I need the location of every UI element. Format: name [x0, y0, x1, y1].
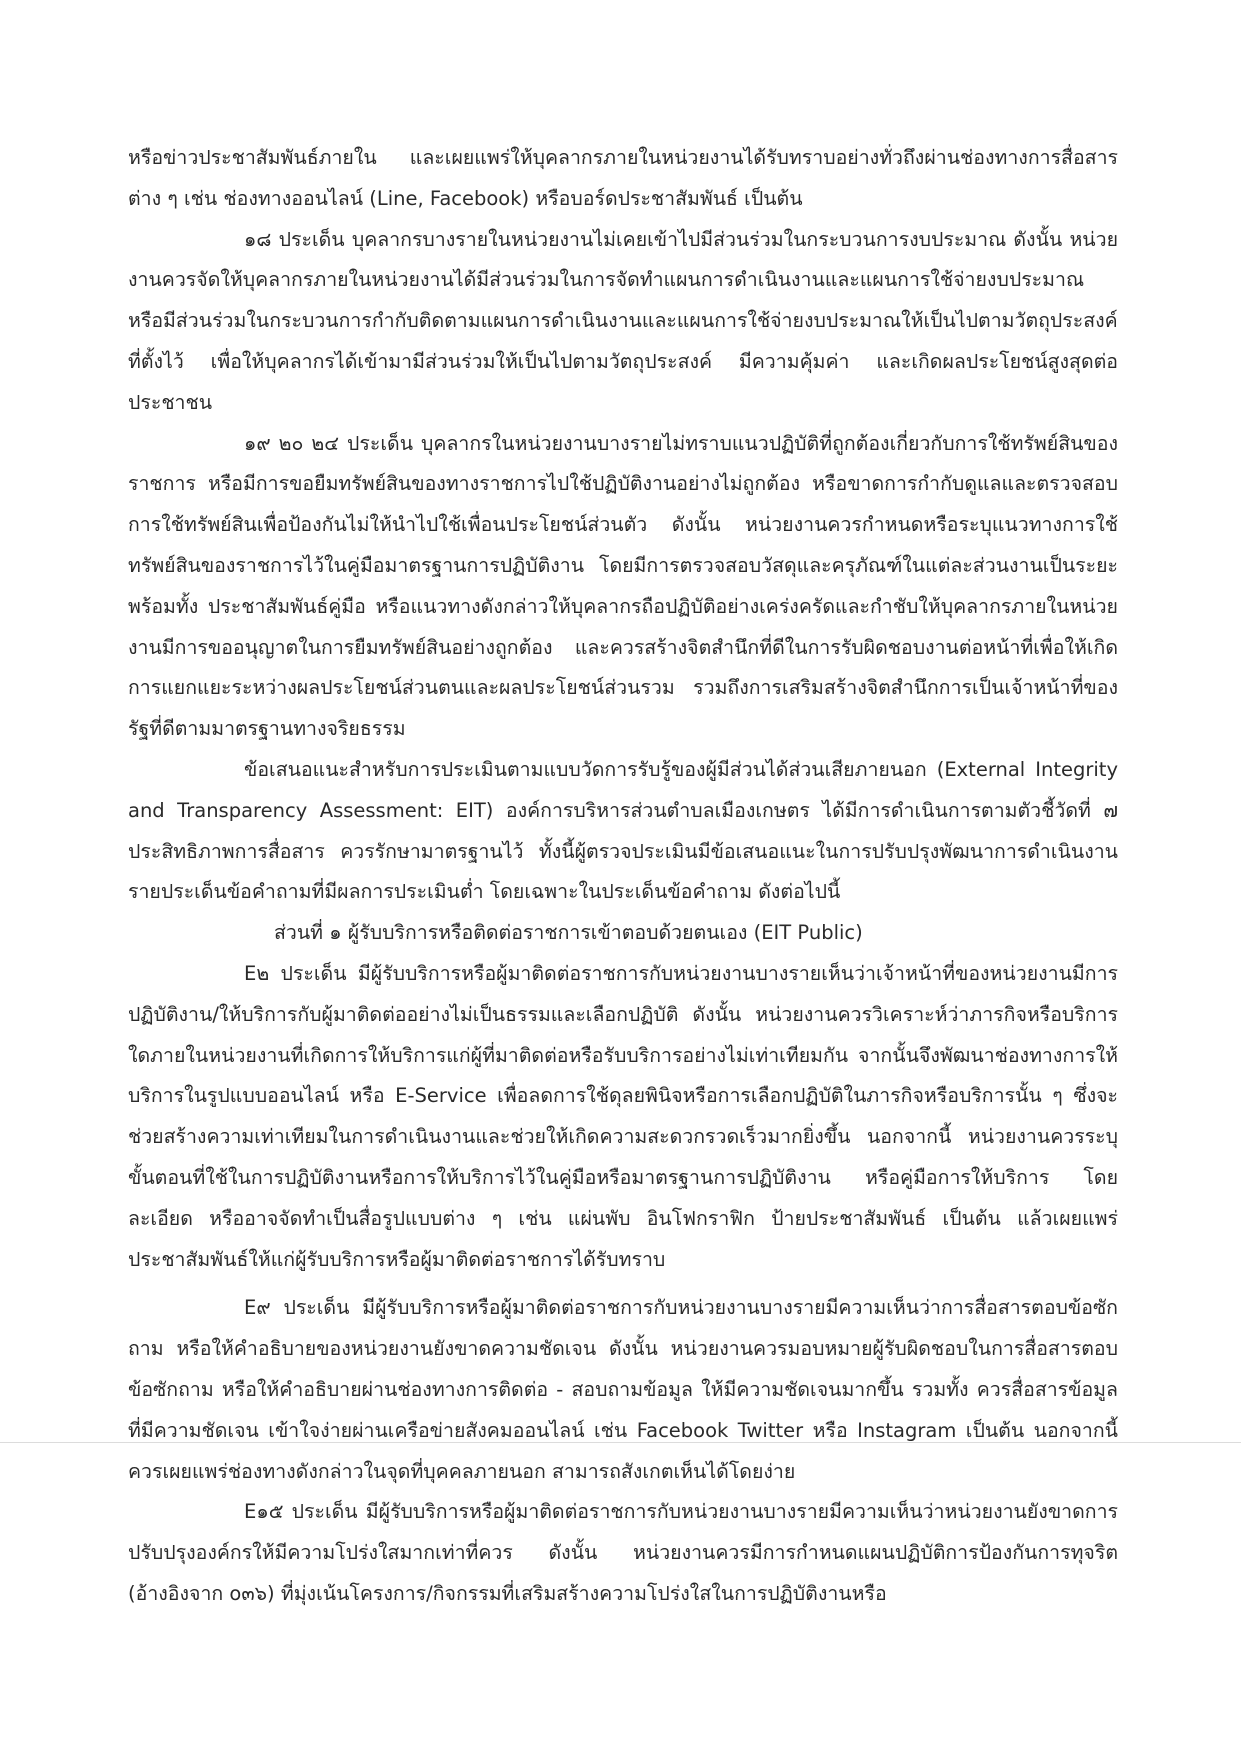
paragraph-item-e9: E๙ ประเด็น มีผู้รับบริการหรือผู้มาติดต่อราชการกับหน่วยงานบางรายมีความเห็นว่าการสื่อสารตอบข้อซักถาม หรือให้คำอธิบายของหน่วยงานยังขาดความชัดเจน ดังนั้น หน่วยงานควรมอบหมายผู้รับผิดชอบในการสื่อสารตอบข้อซักถาม หรือให้คำอธิบายผ่านช่องทางการติดต่อ - สอบถามข้อมูล ให้มีความชัดเจนมากขึ้น รวมทั้ง ควรสื่อสารข้อมูลที่มีความชัดเจน เข้าใจง่ายผ่านเครือข่ายสังคมออนไลน์ เช่น Facebook Twitter หรือ Instagram เป็นต้น นอกจากนี้ ควรเผยแพร่ช่องทางดังกล่าวในจุดที่บุคคลภายนอก สามารถสังเกตเห็นได้โดยง่าย — [128, 1296, 1118, 1483]
section-heading-eit-public: ส่วนที่ ๑ ผู้รับบริการหรือติดต่อราชการเข้าตอบด้วยตนเอง (EIT Public) — [274, 921, 863, 945]
paragraph-item-e15: E๑๕ ประเด็น มีผู้รับบริการหรือผู้มาติดต่อราชการกับหน่วยงานบางรายมีความเห็นว่าหน่วยงานยังขาดการปรับปรุงองค์กรให้มีความโปร่งใสมากเท่าที่ควร ดังนั้น หน่วยงานควรมีการกำหนดแผนปฏิบัติการป้องกันการทุจริต (อ้างอิงจาก o๓๖) ที่มุ่งเน้นโครงการ/กิจกรรมที่เสริมสร้างความโปร่งใสในการปฏิบัติงานหรือ — [128, 1500, 1118, 1605]
scan-artifact-line — [0, 1442, 1241, 1443]
document-body — [128, 138, 1118, 1615]
paragraph-intro-continuation: หรือข่าวประชาสัมพันธ์ภายใน และเผยแพร่ให้บุคลากรภายในหน่วยงานได้รับทราบอย่างทั่วถึงผ่านช่องทางการสื่อสารต่าง ๆ เช่น ช่องทางออนไลน์ (Line, Facebook) หรือบอร์ดประชาสัมพันธ์ เป็นต้น — [128, 146, 1118, 210]
paragraph-eit-recommendation: ข้อเสนอแนะสำหรับการประเมินตามแบบวัดการรับรู้ของผู้มีส่วนได้ส่วนเสียภายนอก (External Integrity and Transparency Assessment: EIT) องค์การบริหารส่วนตำบลเมืองเกษตร ได้มีการดำเนินการตามตัวชี้วัดที่ ๗ ประสิทธิภาพการสื่อสาร ควรรักษามาตรฐานไว้ ทั้งนี้ผู้ตรวจประเมินมีข้อเสนอแนะในการปรับปรุงพัฒนาการดำเนินงานรายประเด็นข้อคำถามที่มีผลการประเมินต่ำ โดยเฉพาะในประเด็นข้อคำถาม ดังต่อไปนี้ — [128, 757, 1118, 904]
paragraph-item-18: ๑๘ ประเด็น บุคลากรบางรายในหน่วยงานไม่เคยเข้าไปมีส่วนร่วมในกระบวนการงบประมาณ ดังนั้น หน่วยงานควรจัดให้บุคลากรภายในหน่วยงานได้มีส่วนร่วมในการจัดทำแผนการดำเนินงานและแผนการใช้จ่ายงบประมาณ หรือมีส่วนร่วมในกระบวนการกำกับติดตามแผนการดำเนินงานและแผนการใช้จ่ายงบประมาณให้เป็นไปตามวัตถุประสงค์ที่ตั้งไว้ เพื่อให้บุคลากรได้เข้ามามีส่วนร่วมให้เป็นไปตามวัตถุประสงค์ มีความคุ้มค่า และเกิดผลประโยชน์สูงสุดต่อประชาชน — [128, 227, 1118, 414]
paragraph-item-19-20-24: ๑๙ ๒๐ ๒๔ ประเด็น บุคลากรในหน่วยงานบางรายไม่ทราบแนวปฏิบัติที่ถูกต้องเกี่ยวกับการใช้ทรัพย์สินของราชการ หรือมีการขอยืมทรัพย์สินของทางราชการไปใช้ปฏิบัติงานอย่างไม่ถูกต้อง หรือขาดการกำกับดูแลและตรวจสอบการใช้ทรัพย์สินเพื่อป้องกันไม่ให้นำไปใช้เพื่อนประโยชน์ส่วนตัว ดังนั้น หน่วยงานควรกำหนดหรือระบุแนวทางการใช้ทรัพย์สินของราชการไว้ในคู่มือมาตรฐานการปฏิบัติงาน โดยมีการตรวจสอบวัสดุและครุภัณฑ์ในแต่ละส่วนงานเป็นระยะ พร้อมทั้ง ประชาสัมพันธ์คู่มือ หรือแนวทางดังกล่าวให้บุคลากรถือปฏิบัติอย่างเคร่งครัดและกำชับให้บุคลากรภายในหน่วยงานมีการขออนุญาตในการยืมทรัพย์สินอย่างถูกต้อง และควรสร้างจิตสำนึกที่ดีในการรับผิดชอบงานต่อหน้าที่เพื่อให้เกิดการแยกแยะระหว่างผลประโยชน์ส่วนตนและผลประโยชน์ส่วนรวม รวมถึงการเสริมสร้างจิตสำนึกการเป็นเจ้าหน้าที่ของรัฐที่ดีตามมาตรฐานทางจริยธรรม — [128, 431, 1118, 741]
paragraph-item-e2: E๒ ประเด็น มีผู้รับบริการหรือผู้มาติดต่อราชการกับหน่วยงานบางรายเห็นว่าเจ้าหน้าที่ของหน่วยงานมีการปฏิบัติงาน/ให้บริการกับผู้มาติดต่ออย่างไม่เป็นธรรมและเลือกปฏิบัติ ดังนั้น หน่วยงานควรวิเคราะห์ว่าภารกิจหรือบริการใดภายในหน่วยงานที่เกิดการให้บริการแก่ผู้ที่มาติดต่อหรือรับบริการอย่างไม่เท่าเทียมกัน จากนั้นจึงพัฒนาช่องทางการให้บริการในรูปแบบออนไลน์ หรือ E-Service เพื่อลดการใช้ดุลยพินิจหรือการเลือกปฏิบัติในภารกิจหรือบริการนั้น ๆ ซึ่งจะช่วยสร้างความเท่าเทียมในการดำเนินงานและช่วยให้เกิดความสะดวกรวดเร็วมากยิ่งขึ้น นอกจากนี้ หน่วยงานควรระบุขั้นตอนที่ใช้ในการปฏิบัติงานหรือการให้บริการไว้ในคู่มือหรือมาตรฐานการปฏิบัติงาน หรือคู่มือการให้บริการ โดยละเอียด หรืออาจจัดทำเป็นสื่อรูปแบบต่าง ๆ เช่น แผ่นพับ อินโฟกราฟิก ป้ายประชาสัมพันธ์ เป็นต้น แล้วเผยแพร่ประชาสัมพันธ์ให้แก่ผู้รับบริการหรือผู้มาติดต่อราชการได้รับทราบ — [128, 961, 1118, 1271]
